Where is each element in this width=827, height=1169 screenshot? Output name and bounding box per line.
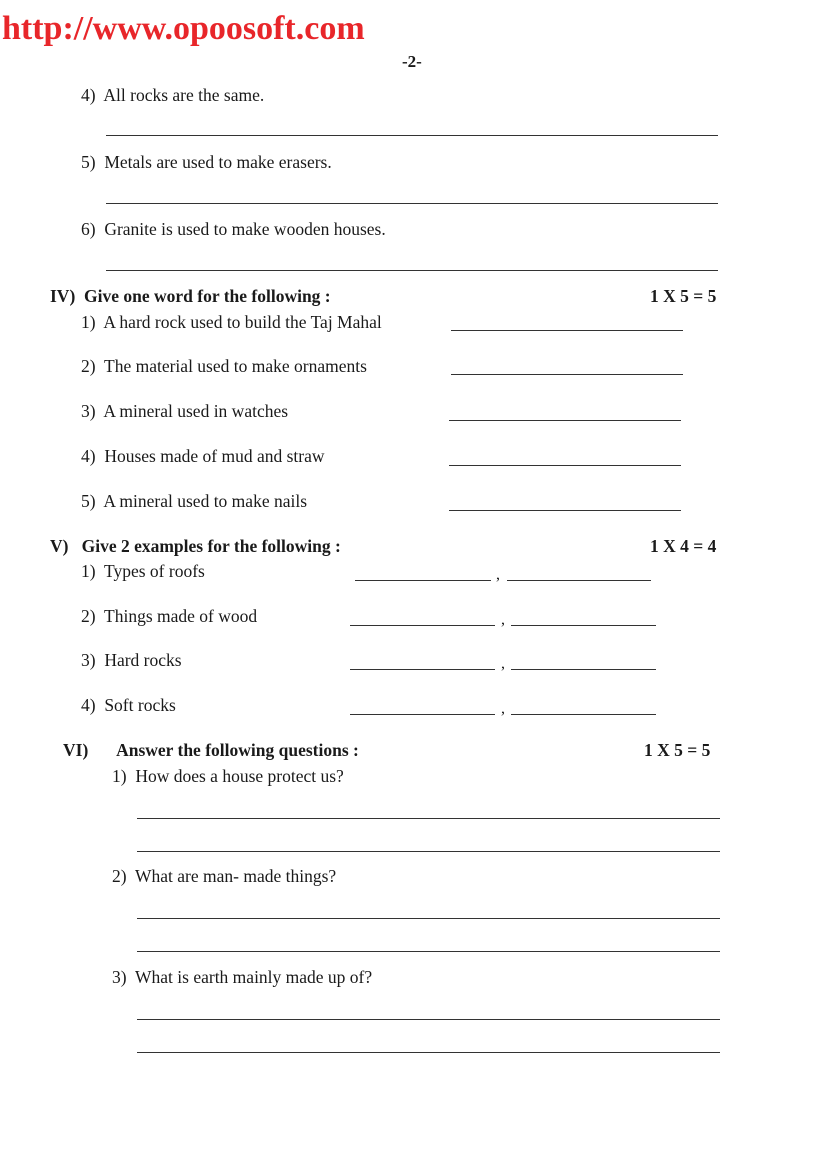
question-number: 4)	[81, 446, 96, 466]
answer-line[interactable]	[350, 625, 495, 626]
section-title: Give 2 examples for the following :	[81, 536, 341, 556]
question-item	[81, 401, 288, 422]
section-numeral: VI)	[63, 740, 89, 760]
question-text: Metals are used to make erasers.	[104, 152, 332, 172]
question-item	[81, 152, 332, 173]
question-item	[112, 967, 372, 988]
section-heading	[63, 740, 359, 761]
question-text: Granite is used to make wooden houses.	[104, 219, 386, 239]
answer-line[interactable]	[137, 951, 720, 952]
separator-comma: ,	[501, 655, 505, 672]
section-marks: 1 X 5 = 5	[644, 740, 711, 760]
question-text: Hard rocks	[104, 650, 182, 670]
answer-line[interactable]	[449, 465, 681, 466]
question-text: How does a house protect us?	[135, 766, 344, 786]
answer-line[interactable]	[511, 625, 656, 626]
question-text: Houses made of mud and straw	[104, 446, 325, 466]
separator-comma: ,	[501, 611, 505, 628]
page-number: -2-	[402, 52, 422, 71]
question-text: What is earth mainly made up of?	[135, 967, 373, 987]
question-item	[81, 85, 264, 106]
question-number: 1)	[112, 766, 127, 786]
answer-line[interactable]	[137, 918, 720, 919]
question-number: 2)	[112, 866, 127, 886]
separator-comma: ,	[501, 700, 505, 717]
answer-line[interactable]	[106, 270, 718, 271]
answer-line[interactable]	[507, 580, 651, 581]
question-text: All rocks are the same.	[103, 85, 265, 105]
question-number: 2)	[81, 606, 96, 626]
question-number: 6)	[81, 219, 96, 239]
question-text: A mineral used to make nails	[103, 491, 308, 511]
answer-line[interactable]	[355, 580, 491, 581]
question-number: 5)	[81, 152, 96, 172]
question-item	[81, 491, 307, 512]
question-number: 1)	[81, 312, 96, 332]
question-text: Things made of wood	[104, 606, 258, 626]
question-item	[112, 866, 336, 887]
question-item	[81, 219, 386, 240]
section-heading	[50, 286, 331, 307]
answer-line[interactable]	[137, 1052, 720, 1053]
question-item	[81, 650, 182, 671]
section-heading	[50, 536, 341, 557]
question-number: 5)	[81, 491, 96, 511]
watermark-url: http://www.opoosoft.com	[2, 10, 365, 47]
answer-line[interactable]	[106, 135, 718, 136]
question-item	[81, 446, 325, 467]
separator-comma: ,	[496, 566, 500, 583]
question-text: Soft rocks	[104, 695, 176, 715]
question-number: 3)	[81, 650, 96, 670]
question-item	[112, 766, 344, 787]
question-text: Types of roofs	[104, 561, 205, 581]
section-title: Answer the following questions :	[116, 740, 359, 760]
answer-line[interactable]	[350, 669, 495, 670]
answer-line[interactable]	[449, 420, 681, 421]
answer-line[interactable]	[449, 510, 681, 511]
section-numeral: IV)	[50, 286, 76, 306]
question-item	[81, 312, 382, 333]
section-title: Give one word for the following :	[84, 286, 331, 306]
section-marks: 1 X 5 = 5	[650, 286, 717, 306]
answer-line[interactable]	[137, 1019, 720, 1020]
answer-line[interactable]	[350, 714, 495, 715]
answer-line[interactable]	[451, 374, 683, 375]
question-number: 3)	[112, 967, 127, 987]
question-item	[81, 356, 367, 377]
answer-line[interactable]	[451, 330, 683, 331]
question-text: The material used to make ornaments	[104, 356, 367, 376]
answer-line[interactable]	[106, 203, 718, 204]
question-item	[81, 606, 257, 627]
answer-line[interactable]	[137, 818, 720, 819]
answer-line[interactable]	[137, 851, 720, 852]
question-text: A hard rock used to build the Taj Mahal	[103, 312, 382, 332]
answer-line[interactable]	[511, 669, 656, 670]
question-number: 4)	[81, 695, 96, 715]
section-numeral: V)	[50, 536, 69, 556]
question-number: 3)	[81, 401, 96, 421]
question-text: A mineral used in watches	[103, 401, 289, 421]
question-number: 4)	[81, 85, 96, 105]
section-marks: 1 X 4 = 4	[650, 536, 717, 556]
question-number: 2)	[81, 356, 96, 376]
question-item	[81, 561, 205, 582]
question-number: 1)	[81, 561, 96, 581]
question-item	[81, 695, 176, 716]
answer-line[interactable]	[511, 714, 656, 715]
question-text: What are man- made things?	[135, 866, 337, 886]
